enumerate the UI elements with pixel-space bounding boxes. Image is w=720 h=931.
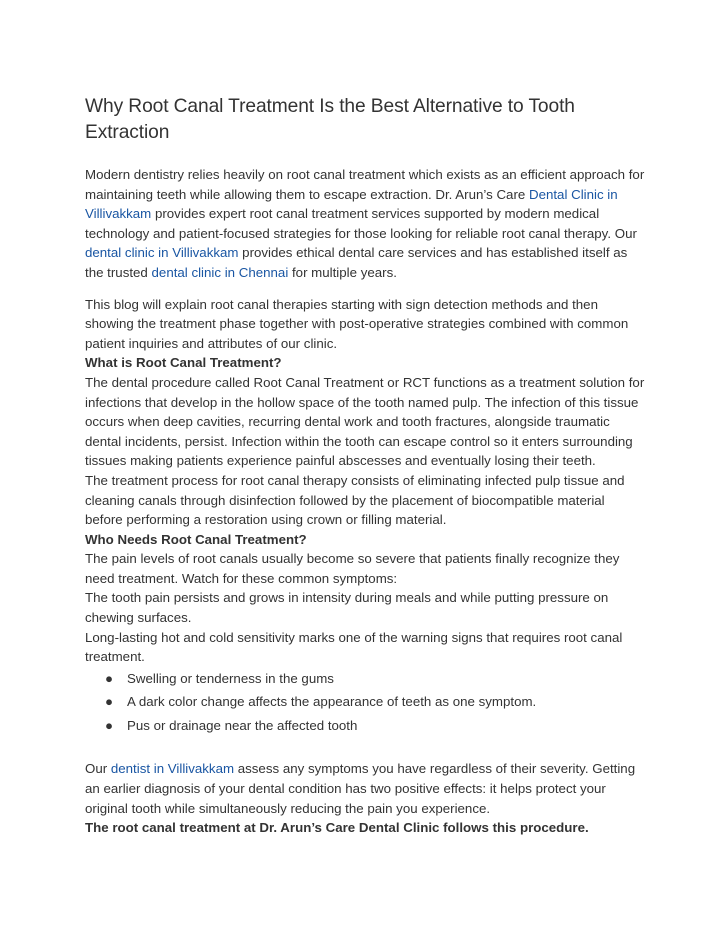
list-item <box>85 690 645 714</box>
symptoms-intro-paragraph: The pain levels of root canals usually become so severe that patients finally recognize they need treatment. Watch for these common symptoms: <box>85 551 620 586</box>
intro-text-1: Modern dentistry relies heavily on root canal treatment which exists as an efficient approach for maintaining teeth while allowing them to escape extraction. Dr. Arun’s Care <box>85 167 645 202</box>
dental-clinic-villivakkam-link[interactable]: Dental Clinic in Villivakkam <box>85 186 618 222</box>
bullet-icon: ● <box>105 694 114 710</box>
dental-clinic-villivakkam-link-2[interactable]: dental clinic in Villivakkam <box>85 245 239 261</box>
who-needs-rct-heading: Who Needs Root Canal Treatment? <box>85 531 307 547</box>
list-item <box>85 714 645 738</box>
outro-text-2: assess any symptoms you have regardless of their severity. Getting an earlier diagnosis of your dental condition has two positive effects: it helps protect your original tooth while simultaneously reducing the pain you experience. <box>85 761 636 816</box>
what-is-rct-heading: What is Root Canal Treatment? <box>85 355 282 371</box>
page-title: Why Root Canal Treatment Is the Best Alternative to Tooth Extraction <box>85 96 575 143</box>
dentist-villivakkam-link[interactable]: dentist in Villivakkam <box>110 761 235 777</box>
tooth-pain-paragraph: The tooth pain persists and grows in intensity during meals and while putting pressure on chewing surfaces. <box>85 590 609 626</box>
document-page <box>85 94 645 838</box>
list-item-text: Pus or drainage near the affected tooth <box>127 717 358 733</box>
list-item <box>85 667 645 691</box>
list-item-text: A dark color change affects the appearance of teeth as one symptom. <box>127 694 537 710</box>
list-item-text: Swelling or tenderness in the gums <box>127 670 334 686</box>
bullet-icon: ● <box>105 670 114 686</box>
blog-intro-paragraph: This blog will explain root canal therapies starting with sign detection methods and then showing the treatment phase together with post-operative strategies combined with common patient inquiries and attributes of our clinic. <box>85 296 629 351</box>
sensitivity-paragraph: Long-lasting hot and cold sensitivity marks one of the warning signs that requires root canal treatment. <box>85 629 623 665</box>
dental-clinic-chennai-link[interactable]: dental clinic in Chennai <box>151 264 289 280</box>
bullet-icon: ● <box>105 717 114 733</box>
rct-definition-paragraph: The dental procedure called Root Canal Treatment or RCT functions as a treatment solution for infections that develop in the hollow space of the tooth named pulp. The infection of this tissue occurs when deep cavities, recurring dental work and tooth fractures, alongside traumatic dental incidents, persist. Infection within the tooth can escape control so it enters surrounding tissues making patients experience painful abscesses and eventually losing their teeth. <box>85 374 645 469</box>
symptom-list <box>85 667 645 738</box>
procedure-heading: The root canal treatment at Dr. Arun’s Care Dental Clinic follows this procedure. <box>85 820 589 836</box>
intro-text-3: provides ethical dental care services and has established itself as the trusted <box>85 245 628 280</box>
outro-paragraph <box>85 759 645 818</box>
intro-paragraph <box>85 165 645 283</box>
intro-text-4: for multiple years. <box>288 264 397 280</box>
intro-text-2: provides expert root canal treatment services supported by modern medical technology and patient-focused strategies for those looking for reliable root canal therapy. Our <box>85 206 637 241</box>
rct-process-paragraph: The treatment process for root canal therapy consists of eliminating infected pulp tissue and cleaning canals through disinfection followed by the placement of biocompatible material before performing a restoration using crown or filling material. <box>85 472 625 528</box>
outro-text-1: Our <box>85 761 111 777</box>
